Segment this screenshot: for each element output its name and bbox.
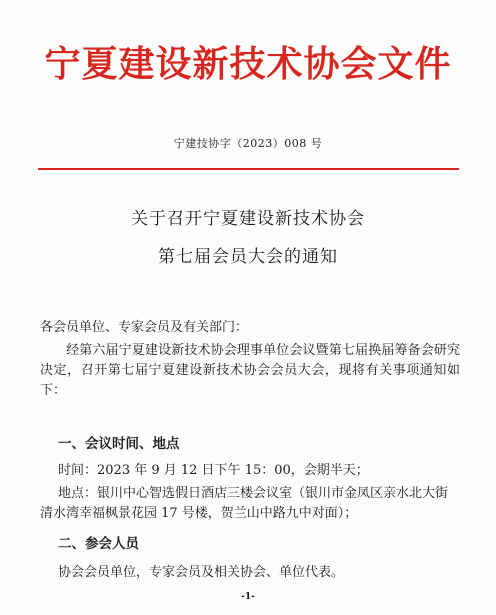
notice-title-line-1: 关于召开宁夏建设新技术协会	[131, 209, 365, 229]
document-number: 宁建技协字（2023）008 号	[173, 137, 323, 150]
section-1-heading: 一、会议时间、地点	[58, 436, 180, 452]
section-2-heading: 二、参会人员	[58, 536, 139, 552]
notice-title-line-2: 第七届会员大会的通知	[158, 247, 338, 267]
meeting-time: 时间：2023 年 9 月 12 日下午 15：00，会期半天；	[58, 463, 369, 478]
intro-text: 经第六届宁夏建设新技术协会理事单位会议暨第七届换届筹备会研究决定，召开第七届宁夏建设新技术协会会员大会，现将有关事项通知如下：	[40, 343, 460, 398]
meeting-place	[40, 484, 460, 524]
meeting-place-text: 地点：银川中心智选假日酒店三楼会议室（银川市金凤区亲水北大街清水湾幸福枫景花园 17 号楼，贺兰山中路九中对面）；	[40, 486, 449, 521]
salutation: 各会员单位、专家会员及有关部门：	[40, 320, 249, 335]
header-divider	[38, 168, 459, 170]
intro-paragraph	[40, 341, 460, 401]
page-number: -1-	[241, 592, 255, 602]
attendees-text: 协会会员单位，专家会员及相关协会、单位代表。	[58, 565, 345, 580]
document-header-title: 宁夏建设新技术协会文件	[44, 43, 452, 85]
